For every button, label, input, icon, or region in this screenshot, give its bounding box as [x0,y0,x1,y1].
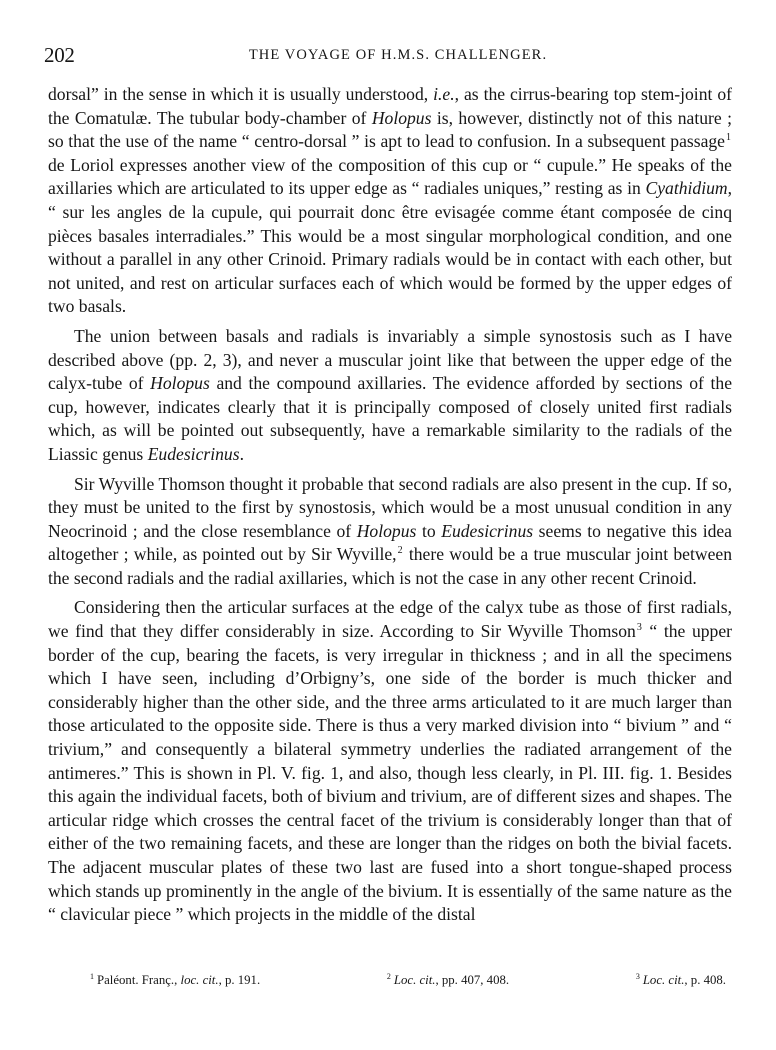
footnote-tail: , pp. 407, 408. [435,973,510,987]
text-run: seems to negative this idea altogether ; while, as pointed out by Sir Wyville, [48,520,732,565]
text-run: , “ sur les angles de la cupule, qui pourrait donc être evisagée comme étant composée de cinq pièces basales interradiales.” This would be a most singular morphological condition, and one without a parallel in any other Crinoid. Primary radials would be in contact with each other, but not united, and rest on articular surfaces each of which would be formed by the upper edges of two basals. [48,178,732,317]
paragraph-3 [48,473,732,591]
italic-term: Holopus [150,373,210,394]
text-run: The union between basals and radials is invariably a simple synostosis such as I have described above (pp. 2, 3), and never a muscular joint like that between the upper edge of the calyx-tube of [48,325,732,394]
footnote-tail: , p. 408. [684,973,726,987]
footnote-ref-italic: Loc. cit. [393,973,436,987]
italic-term: Eudesicrinus [441,520,534,541]
italic-term: Eudesicrinus [147,443,240,464]
running-title: THE VOYAGE OF H.M.S. CHALLENGER. [248,47,548,63]
text-run: and the compound axillaries. The evidence afforded by sections of the cup, however, indicates clearly that it is principally composed of closely united first radials which, as will be pointed out subsequently, have a remarkable similarity to the radials of the Liassic genus [48,373,733,464]
footnote-1 [90,973,260,988]
footnote-ref: 2 [397,545,403,557]
footnote-3 [636,973,726,988]
footnote-2 [387,973,509,988]
paragraph-2 [48,325,732,467]
text-run: , as the cirrus-bearing top stem-joint of the Comatulæ. The tubular body-chamber of [48,84,732,128]
body-text [48,83,732,927]
footnotes [90,973,726,988]
italic-term: Holopus [356,520,417,541]
footnote-mark: 2 [386,972,391,981]
footnote-ref: 3 [636,622,642,634]
italic-term: Holopus [371,107,432,128]
footnote-mark: 3 [635,972,640,981]
page-header [44,43,734,69]
footnote-ref: 1 [726,132,731,144]
text-run: “ the upper border of the cup, bearing the facets, is very irregular in thickness ; and in all the specimens which I have seen, including d’Orbigny’s, one side of the border is much thicker and considerably higher than the other side, and the three arms articulated to it are much larger than those articulated to the opposite side. There is thus a very marked division into “ bivium ” and “ trivium,” and consequently a bilateral symmetry underlies the radiated arrangement of the antimeres.” This is shown in Pl. V. fig. 1, and also, though less clearly, in Pl. III. fig. 1. Besides this again the individual facets, both of bivium and trivium, are of different sizes and shapes. The articular ridge which crosses the central facet of the trivium is considerably longer than that of either of the two remaining facets, and these are longer than the ridges on both the bivial facets. The adjacent muscular plates of these two last are fused into a short tongue-shaped process which stands up prominently in the angle of the bivium. It is essentially of the same nature as the “ clavicular piece ” which projects in the middle of the distal [48,621,733,925]
footnote-tail: , p. 191. [218,973,261,987]
text-run: de Loriol expresses another view of the composition of this cup or “ cupule.” He speaks of the axillaries which are articulated to its upper edge as “ radiales uniques,” resting as in [48,154,732,199]
text-run: to [416,520,442,541]
paragraph-1 [48,83,732,319]
paragraph-4 [48,596,732,926]
italic-term: i.e. [433,84,455,104]
italic-term: Cyathidium [645,178,728,199]
text-run: Considering then the articular surfaces at the edge of the calyx tube as those of first radials, we find that they differ considerably in size. According to Sir Wyville Thomson [48,597,732,642]
page-number: 202 [44,43,75,67]
text-run: is, however, distinctly not of this nature ; so that the use of the name “ centro-dorsal ” is apt to lead to confusion. In a subsequent passage [48,107,732,152]
text-run: Sir Wyville Thomson thought it probable that second radials are also present in the cup. If so, they must be united to the first by synostosis, which would be a most unusual condition in any Neocrinoid ; and the close resemblance of [48,473,732,541]
footnote-mark: 1 [90,972,94,981]
footnote-ref-italic: Loc. cit. [642,973,685,987]
text-run: there would be a true muscular joint between the second radials and the radial axillaries, which is not the case in any other recent Crinoid. [48,544,733,588]
footnote-ref-italic: loc. cit. [180,973,219,987]
footnote-text: Paléont. Franç., [97,973,181,987]
text-run: dorsal” in the sense in which it is usually understood, [48,84,434,104]
text-run: . [239,443,244,464]
